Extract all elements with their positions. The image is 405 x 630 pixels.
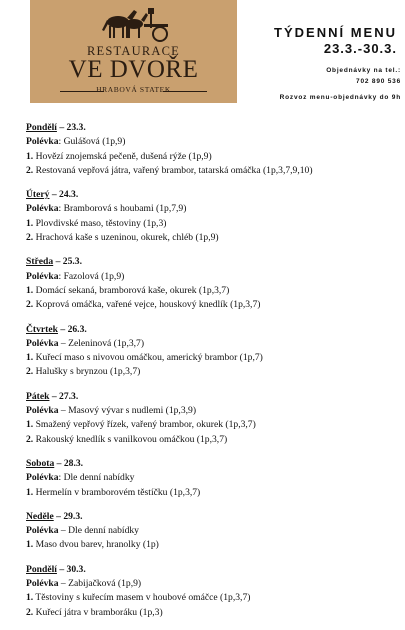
menu-item — [26, 298, 397, 312]
soup-text: : Dle denní nabídky — [58, 472, 135, 484]
menu-item — [26, 606, 397, 620]
item-text: Maso dvou barev, hranolky (1p) — [33, 539, 159, 551]
menu-title: TÝDENNÍ MENU — [274, 25, 397, 40]
menu-item — [26, 486, 397, 500]
day-heading — [26, 121, 397, 135]
menu-item — [26, 433, 397, 447]
day-heading — [26, 188, 397, 202]
soup-text: – Dle denní nabídky — [58, 525, 139, 537]
item-text: Smažený vepřový řízek, vařený brambor, okurek (1p,3,7) — [33, 419, 256, 431]
item-number: 1. — [26, 352, 34, 364]
day-date: – 30.3. — [59, 563, 86, 575]
soup-line — [26, 202, 397, 216]
day-block — [26, 188, 397, 245]
soup-line — [26, 404, 397, 418]
menu-item — [26, 365, 397, 379]
day-name: Úterý — [26, 189, 50, 201]
day-block — [26, 390, 397, 447]
day-block — [26, 323, 397, 380]
day-date: – 28.3. — [56, 457, 84, 469]
day-block — [26, 255, 397, 312]
soup-label: Polévka — [26, 405, 59, 417]
soup-label: Polévka — [26, 525, 59, 537]
weekly-menu — [26, 121, 397, 630]
item-text: Rakouský knedlík s vanilkovou omáčkou (1p,3,7) — [33, 433, 228, 445]
soup-text: : Fazolová (1p,9) — [58, 270, 125, 282]
menu-item — [26, 284, 397, 298]
day-heading — [26, 457, 397, 471]
item-text: Těstoviny s kuřecím masem v houbové omáčce (1p,3,7) — [33, 592, 251, 604]
restaurant-logo — [30, 0, 237, 103]
item-number: 1. — [26, 419, 34, 431]
day-block — [26, 121, 397, 178]
horse-carriage-icon — [98, 4, 170, 44]
item-text: Koprová omáčka, vařené vejce, houskový knedlík (1p,3,7) — [33, 299, 261, 311]
delivery-note: Rozvoz menu-objednávky do 9h — [279, 94, 401, 101]
soup-text: : Bramborová s houbami (1p,7,9) — [58, 203, 187, 215]
day-name: Čtvrtek — [26, 323, 58, 335]
menu-dates: 23.3.-30.3. — [323, 41, 397, 56]
order-phone: 702 890 536 — [356, 78, 401, 85]
item-number: 1. — [26, 592, 34, 604]
day-heading — [26, 390, 397, 404]
item-number: 2. — [26, 299, 34, 311]
menu-item — [26, 591, 397, 605]
item-number: 1. — [26, 539, 34, 551]
item-number: 1. — [26, 486, 34, 498]
soup-text: – Zeleninová (1p,3,7) — [58, 337, 145, 349]
soup-text: : Gulášová (1p,9) — [58, 136, 126, 148]
menu-item — [26, 538, 397, 552]
day-name: Středa — [26, 256, 54, 268]
menu-item — [26, 150, 397, 164]
soup-line — [26, 135, 397, 149]
soup-label: Polévka — [26, 337, 59, 349]
day-date: – 29.3. — [56, 510, 83, 522]
day-name: Sobota — [26, 457, 55, 469]
item-text: Hovězí znojemská pečeně, dušená rýže (1p,9) — [33, 150, 212, 162]
day-block — [26, 510, 397, 553]
day-name: Pondělí — [26, 563, 57, 575]
logo-text-name: VE DVOŘE — [68, 56, 199, 83]
day-heading — [26, 563, 397, 577]
soup-line — [26, 337, 397, 351]
day-block — [26, 563, 397, 620]
item-text: Hrachová kaše s uzeninou, okurek, chléb (1p,9) — [33, 232, 219, 244]
day-block — [26, 457, 397, 500]
logo-text-location: HRABOVÁ STATEK — [96, 85, 171, 94]
item-number: 2. — [26, 606, 34, 618]
soup-label: Polévka — [26, 472, 59, 484]
soup-text: – Masový vývar s nudlemi (1p,3,9) — [58, 405, 197, 417]
item-number: 1. — [26, 217, 34, 229]
day-date: – 25.3. — [55, 256, 82, 268]
item-text: Hermelín v bramborovém těstíčku (1p,3,7) — [33, 486, 201, 498]
day-name: Pátek — [26, 390, 50, 402]
menu-item — [26, 164, 397, 178]
item-text: Kuřecí játra v bramboráku (1p,3) — [33, 606, 163, 618]
day-heading — [26, 510, 397, 524]
item-text: Restovaná vepřová játra, vařený brambor, tatarská omáčka (1p,3,7,9,10) — [33, 164, 313, 176]
order-label: Objednávky na tel.: — [326, 67, 401, 74]
item-number: 1. — [26, 150, 34, 162]
item-text: Plovdivské maso, těstoviny (1p,3) — [33, 217, 167, 229]
menu-item — [26, 418, 397, 432]
soup-line — [26, 270, 397, 284]
item-number: 1. — [26, 284, 34, 296]
item-text: Domácí sekaná, bramborová kaše, okurek (1p,3,7) — [33, 284, 230, 296]
menu-item — [26, 351, 397, 365]
soup-label: Polévka — [26, 578, 59, 590]
soup-line — [26, 577, 397, 591]
day-heading — [26, 323, 397, 337]
menu-item — [26, 231, 397, 245]
menu-item — [26, 217, 397, 231]
day-date: – 23.3. — [59, 122, 86, 133]
soup-label: Polévka — [26, 203, 59, 215]
day-heading — [26, 255, 397, 269]
soup-label: Polévka — [26, 270, 59, 282]
day-date: – 26.3. — [60, 323, 87, 335]
item-text: Kuřecí maso s nivovou omáčkou, americký brambor (1p,7) — [33, 352, 263, 364]
soup-line — [26, 471, 397, 485]
day-name: Neděle — [26, 510, 54, 522]
day-name: Pondělí — [26, 122, 57, 133]
soup-line — [26, 524, 397, 538]
item-number: 2. — [26, 433, 34, 445]
soup-label: Polévka — [26, 136, 59, 148]
item-number: 2. — [26, 366, 34, 378]
item-number: 2. — [26, 232, 34, 244]
day-date: – 27.3. — [51, 390, 79, 402]
soup-text: – Zabijačková (1p,9) — [58, 578, 142, 590]
logo-text-restaurace: RESTAURACE — [87, 44, 180, 58]
item-number: 2. — [26, 164, 34, 176]
item-text: Halušky s brynzou (1p,3,7) — [33, 366, 141, 378]
day-date: – 24.3. — [51, 189, 79, 201]
menu-header — [274, 25, 401, 103]
